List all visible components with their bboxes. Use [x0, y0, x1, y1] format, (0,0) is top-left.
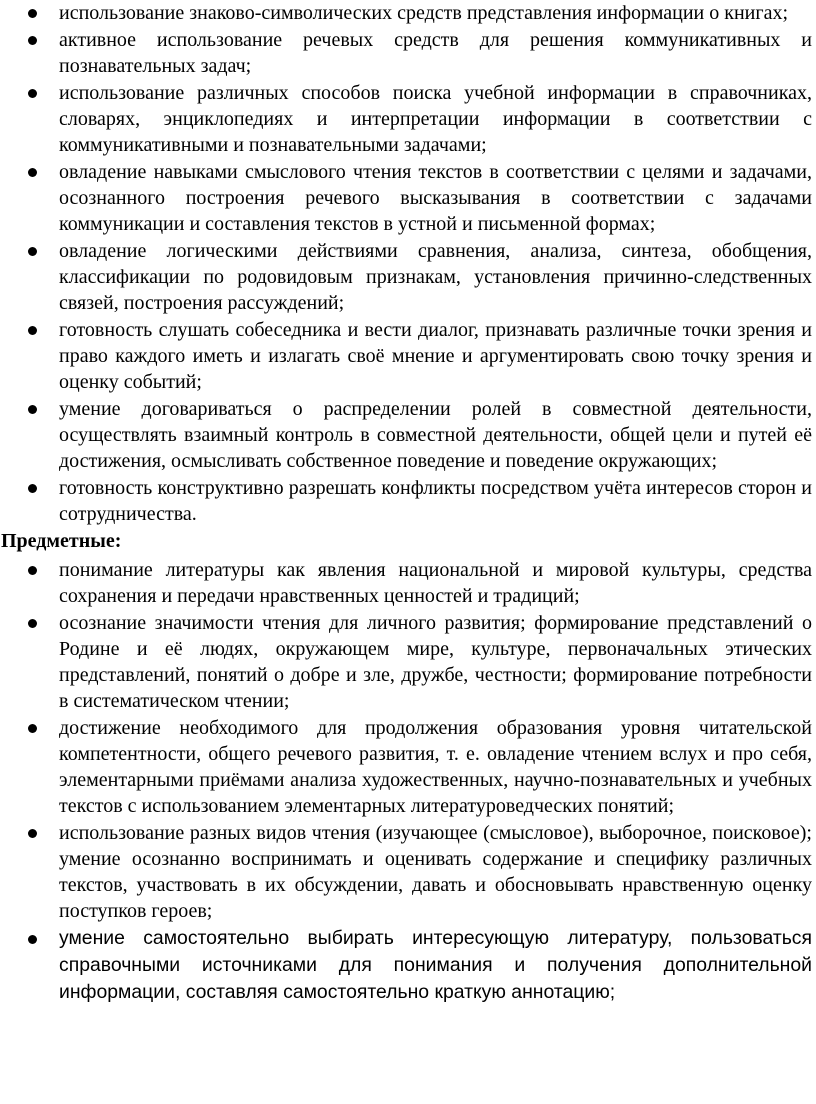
bullet-icon	[28, 484, 37, 493]
list-item	[0, 80, 816, 158]
list-item	[0, 715, 816, 819]
list-item-text: активное использование речевых средств для решения коммуникативных и познавательных задач;	[59, 29, 812, 77]
list-item-text: использование разных видов чтения (изучающее (смысловое), выборочное, поисковое); умение осознанно воспринимать и оценивать содержание и специфику различных текстов, участвовать в их обсуждении, давать и обосновывать нравственную оценку поступков героев;	[59, 822, 812, 922]
bullet-icon	[28, 9, 37, 18]
bullet-icon	[28, 829, 37, 838]
list-item	[0, 557, 816, 609]
list-item	[0, 27, 816, 79]
subject-results-list	[0, 557, 816, 1006]
list-item	[0, 396, 816, 474]
bullet-icon	[28, 36, 37, 45]
list-item-text: овладение навыками смыслового чтения текстов в соответствии с целями и задачами, осознанного построения речевого высказывания в соответствии с задачами коммуникации и составления текстов в устной и письменной формах;	[59, 161, 812, 235]
bullet-icon	[28, 619, 37, 628]
meta-subject-results-list	[0, 0, 816, 527]
list-item	[0, 925, 816, 1006]
section-heading: Предметные:	[1, 530, 122, 552]
bullet-icon	[28, 566, 37, 575]
list-item-text: умение самостоятельно выбирать интересующую литературу, пользоваться справочными источниками для понимания и получения дополнительной информации, составляя самостоятельно краткую аннотацию;	[59, 927, 812, 1003]
list-item-text: умение договариваться о распределении ролей в совместной деятельности, осуществлять взаимный контроль в совместной деятельности, общей цели и путей её достижения, осмысливать собственное поведение и поведение окружающих;	[59, 398, 812, 472]
bullet-icon	[28, 89, 37, 98]
list-item	[0, 820, 816, 924]
list-item	[0, 159, 816, 237]
list-item	[0, 317, 816, 395]
list-item-text: овладение логическими действиями сравнения, анализа, синтеза, обобщения, классификации по родовидовым признакам, установления причинно-следственных связей, построения рассуждений;	[59, 240, 812, 314]
bullet-icon	[28, 724, 37, 733]
list-item-text: достижение необходимого для продолжения образования уровня читательской компетентности, общего речевого развития, т. е. овладение чтением вслух и про себя, элементарными приёмами анализа художественных, научно-познавательных и учебных текстов с использованием элементарных литературоведческих понятий;	[59, 717, 812, 817]
bullet-icon	[28, 168, 37, 177]
list-item-text: понимание литературы как явления национальной и мировой культуры, средства сохранения и передачи нравственных ценностей и традиций;	[59, 559, 812, 607]
list-item-text: готовность слушать собеседника и вести диалог, признавать различные точки зрения и право каждого иметь и излагать своё мнение и аргументировать свою точку зрения и оценку событий;	[59, 319, 812, 393]
list-item-text: готовность конструктивно разрешать конфликты посредством учёта интересов сторон и сотрудничества.	[59, 477, 812, 525]
bullet-icon	[28, 935, 37, 944]
list-item-text: использование различных способов поиска учебной информации в справочниках, словарях, энциклопедиях и интерпретации информации в соответствии с коммуникативными и познавательными задачами;	[59, 82, 812, 156]
list-item	[0, 610, 816, 714]
list-item-text: осознание значимости чтения для личного развития; формирование представлений о Родине и её людях, окружающем мире, культуре, первоначальных этических представлений, понятий о добре и зле, дружбе, честности; формирование потребности в систематическом чтении;	[59, 612, 812, 712]
bullet-icon	[28, 247, 37, 256]
list-item	[0, 238, 816, 316]
list-item	[0, 0, 816, 26]
bullet-icon	[28, 326, 37, 335]
list-item-text: использование знаково-символических средств представления информации о книгах;	[59, 2, 789, 24]
list-item	[0, 475, 816, 527]
bullet-icon	[28, 405, 37, 414]
